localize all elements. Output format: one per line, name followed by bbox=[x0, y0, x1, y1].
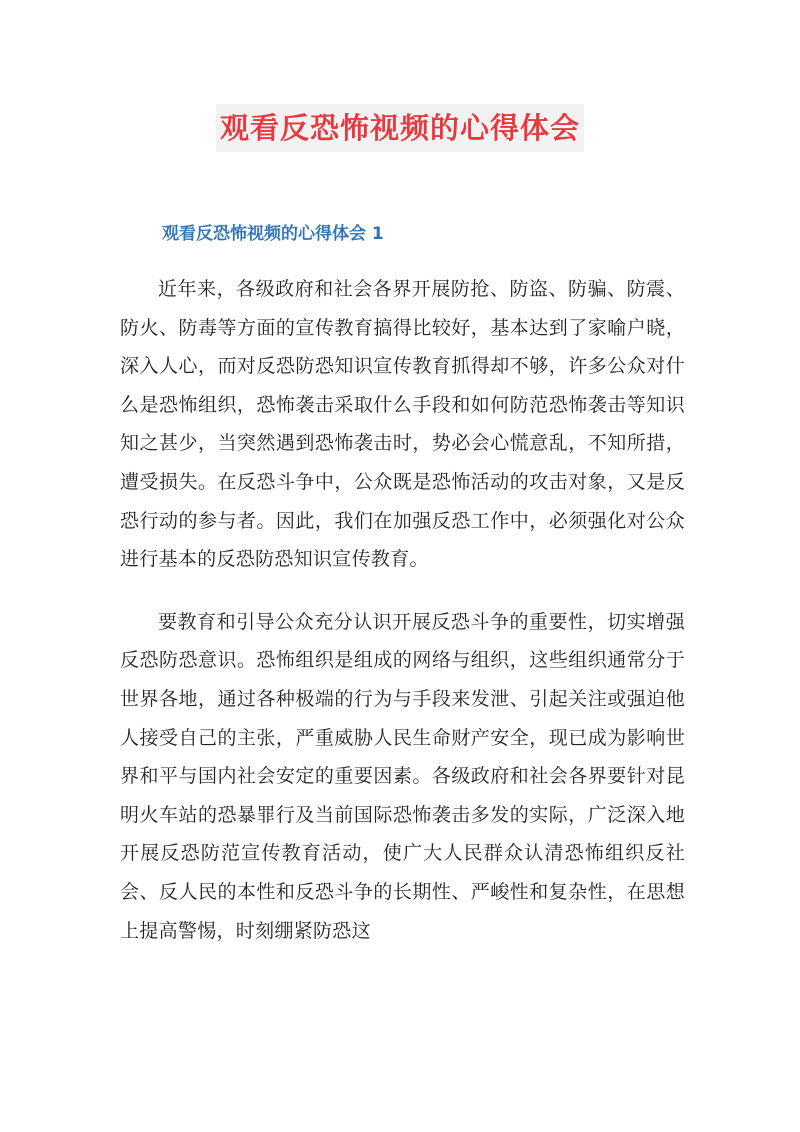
title-container bbox=[0, 104, 800, 152]
section-heading: 观看反恐怖视频的心得体会 1 bbox=[162, 224, 384, 244]
document-body bbox=[120, 270, 685, 974]
paragraph-1: 近年来，各级政府和社会各界开展防抢、防盗、防骗、防震、防火、防毒等方面的宣传教育搞得比较好，基本达到了家喻户晓，深入人心，而对反恐防恐知识宣传教育抓得却不够，许多公众对什么是恐怖组织，恐怖袭击采取什么手段和如何防范恐怖袭击等知识知之甚少，当突然遇到恐怖袭击时，势必会心慌意乱，不知所措，遭受损失。在反恐斗争中，公众既是恐怖活动的攻击对象，又是反恐行动的参与者。因此，我们在加强反恐工作中，必须强化对公众进行基本的反恐防恐知识宣传教育。 bbox=[120, 278, 685, 571]
paragraph-2: 要教育和引导公众充分认识开展反恐斗争的重要性，切实增强反恐防恐意识。恐怖组织是组成的网络与组织，这些组织通常分于世界各地，通过各种极端的行为与手段来发泄、引起关注或强迫他人接受自己的主张，严重威胁人民生命财产安全，现已成为影响世界和平与国内社会安定的重要因素。各级政府和社会各界要针对昆明火车站的恐暴罪行及当前国际恐怖袭击多发的实际，广泛深入地开展反恐防范宣传教育活动，使广大人民群众认清恐怖组织反社会、反人民的本性和反恐斗争的长期性、严峻性和复杂性，在思想上提高警惕，时刻绷紧防恐这 bbox=[120, 610, 685, 942]
document-title: 观看反恐怖视频的心得体会 bbox=[216, 104, 584, 152]
